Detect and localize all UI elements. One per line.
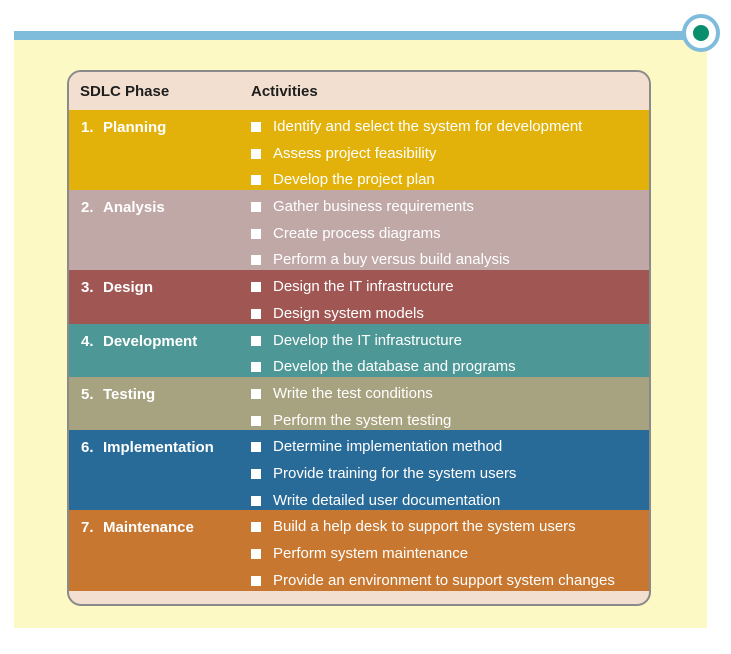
activity-text: Perform the system testing [273,411,452,429]
activity-text: Provide training for the system users [273,465,517,483]
activity-text: Develop the IT infrastructure [273,331,462,349]
square-bullet-icon [251,255,261,265]
phase-rows [69,110,649,591]
phase-number: 1. [81,119,94,136]
activity-item [251,297,645,324]
square-bullet-icon [251,469,261,479]
phase-row-development [69,324,649,377]
activity-item [251,484,645,511]
phase-number: 5. [81,385,94,403]
activity-item [251,163,645,190]
header-phase: SDLC Phase [80,83,170,100]
square-bullet-icon [251,309,261,319]
activity-list [251,110,645,190]
activity-item [251,270,645,297]
phase-row-implementation [69,430,649,510]
square-bullet-icon [251,336,261,346]
activity-text: Determine implementation method [273,438,503,456]
phase-name: Implementation [103,439,214,457]
phase-row-testing [69,377,649,430]
activity-item [251,564,645,591]
activity-list [251,324,645,377]
activity-list [251,270,645,323]
phase-label [81,279,153,296]
square-bullet-icon [251,122,261,132]
activity-item [251,137,645,164]
phase-row-maintenance [69,510,649,590]
activity-list [251,510,645,590]
square-bullet-icon [251,416,261,426]
activity-list [251,430,645,510]
activity-text: Write the test conditions [273,384,433,402]
circle-marker-dot [693,25,709,41]
activity-item [251,324,645,351]
activity-text: Gather business requirements [273,198,474,216]
activity-item [251,377,645,404]
square-bullet-icon [251,496,261,506]
header-activities: Activities [251,83,318,100]
activity-text: Write detailed user documentation [273,491,501,509]
phase-row-analysis [69,190,649,270]
activity-list [251,190,645,270]
phase-name: Analysis [103,199,165,217]
phase-number: 4. [81,332,94,350]
activity-item [251,243,645,270]
square-bullet-icon [251,202,261,212]
table-header [69,72,649,110]
phase-label [81,519,194,536]
activity-text: Develop the database and programs [273,358,516,376]
square-bullet-icon [251,362,261,372]
phase-number: 6. [81,439,94,457]
circle-marker-icon [682,14,720,52]
activity-text: Perform system maintenance [273,545,469,563]
phase-name: Design [103,279,154,297]
phase-number: 3. [81,279,94,297]
phase-name: Maintenance [103,519,194,537]
activity-item [251,457,645,484]
phase-label [81,439,214,456]
square-bullet-icon [251,522,261,532]
phase-row-planning [69,110,649,190]
phase-number: 2. [81,199,94,217]
phase-label [81,386,155,403]
activity-text: Identify and select the system for development [273,118,583,135]
square-bullet-icon [251,389,261,399]
accent-bar [14,31,694,40]
activity-text: Develop the project plan [273,171,435,189]
activity-item [251,510,645,537]
square-bullet-icon [251,442,261,452]
activity-item [251,190,645,217]
activity-text: Design the IT infrastructure [273,278,454,296]
activity-text: Perform a buy versus build analysis [273,251,510,269]
square-bullet-icon [251,282,261,292]
sdlc-table [67,70,651,606]
square-bullet-icon [251,576,261,586]
activity-list [251,377,645,430]
activity-text: Assess project feasibility [273,144,437,162]
phase-label [81,333,197,350]
phase-label [81,119,166,136]
activity-item [251,350,645,377]
phase-label [81,199,165,216]
square-bullet-icon [251,549,261,559]
square-bullet-icon [251,149,261,159]
activity-text: Provide an environment to support system changes [273,571,615,589]
activity-item [251,537,645,564]
square-bullet-icon [251,175,261,185]
phase-name: Testing [103,385,156,403]
activity-text: Design system models [273,304,424,322]
activity-item [251,110,645,137]
activity-item [251,404,645,431]
activity-item [251,430,645,457]
phase-name: Development [103,332,198,350]
activity-text: Create process diagrams [273,224,441,242]
phase-row-design [69,270,649,323]
phase-name: Planning [103,119,167,136]
phase-number: 7. [81,519,94,537]
square-bullet-icon [251,229,261,239]
activity-item [251,217,645,244]
activity-text: Build a help desk to support the system users [273,518,576,536]
